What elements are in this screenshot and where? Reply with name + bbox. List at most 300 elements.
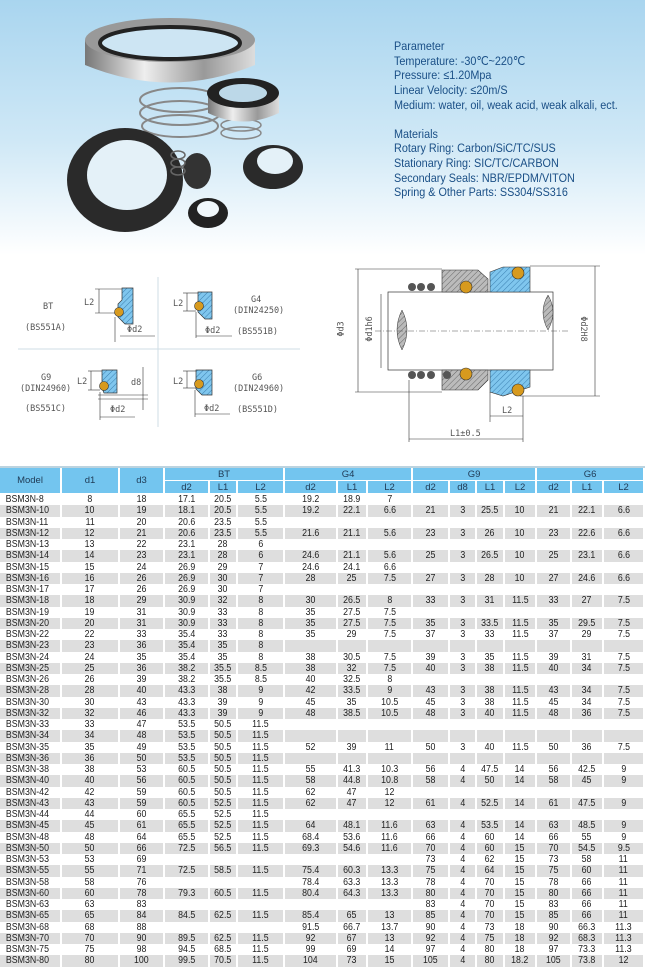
cell-value: 90: [425, 921, 436, 933]
cell-g9-l2: [505, 640, 537, 651]
cell-d1: [62, 753, 120, 764]
cell-value: 43.3: [177, 696, 196, 708]
cell-g4-d2: [285, 562, 338, 573]
cell-g6-l1: [572, 562, 604, 573]
header-d1: d1: [62, 468, 120, 494]
cell-value: 64.3: [343, 887, 361, 899]
cell-value: 84.5: [177, 910, 196, 922]
cell-value: 70: [485, 887, 495, 899]
cell-g6-l1: [572, 955, 604, 966]
cell-bt-d2: [165, 550, 210, 561]
cell-value: 7: [258, 584, 263, 596]
cell-g4-d2: [285, 697, 338, 708]
cell-value: 33: [218, 629, 228, 641]
cell-g9-d8: [450, 910, 477, 921]
cell-bt-d2: [165, 832, 210, 843]
header-g4-l2: L2: [368, 481, 413, 494]
cell-d3: [120, 787, 165, 798]
cell-value: 56: [425, 764, 436, 776]
cell-g4-d2: [285, 584, 338, 595]
cell-value: 12: [384, 786, 395, 798]
cell-model: [0, 640, 62, 651]
secondary-seals-spec: Secondary Seals: NBR/EPDM/VITON: [394, 170, 575, 185]
cell-g4-d2: [285, 944, 338, 955]
cell-value: 33: [548, 595, 559, 607]
cell-g4-l2: [368, 550, 413, 561]
cell-value: 11.5: [511, 662, 529, 674]
cell-value: 75.4: [301, 865, 320, 877]
cell-value: 28: [85, 685, 95, 697]
cell-value: BSM3N-35: [5, 741, 49, 753]
cell-value: BSM3N-50: [5, 842, 49, 854]
cell-value: 47.5: [578, 797, 596, 809]
cell-g6-d2: [537, 494, 572, 505]
cell-d3: [120, 652, 165, 663]
cell-bt-d2: [165, 854, 210, 865]
cell-g4-l1: [338, 618, 368, 629]
cell-value: 78: [548, 876, 559, 888]
cell-bt-l1: [210, 562, 238, 573]
cell-g4-l2: [368, 787, 413, 798]
cell-g9-d2: [413, 663, 450, 674]
cell-value: BSM3N-36: [5, 752, 49, 764]
cell-value: 45: [425, 696, 436, 708]
cell-value: 4: [460, 831, 465, 843]
cell-g6-l1: [572, 809, 604, 820]
cell-value: 55: [305, 764, 316, 776]
cell-value: 11.5: [511, 707, 529, 719]
cell-g6-d2: [537, 652, 572, 663]
cell-value: 92: [305, 932, 316, 944]
cell-bt-l1: [210, 775, 238, 786]
materials-heading: Materials: [394, 126, 438, 141]
cell-g9-d8: [450, 573, 477, 584]
cell-g6-d2: [537, 877, 572, 888]
cell-value: BSM3N-10: [5, 505, 49, 517]
hero-banner: [0, 0, 645, 255]
cell-value: 43.3: [177, 685, 196, 697]
cell-g6-d2: [537, 663, 572, 674]
cell-g6-d2: [537, 888, 572, 899]
cell-g4-l1: [338, 607, 368, 618]
cell-value: 15: [515, 887, 525, 899]
cell-value: 50: [136, 752, 147, 764]
cell-value: 10.3: [380, 764, 399, 776]
cell-value: 50: [85, 842, 95, 854]
cell-g4-l1: [338, 832, 368, 843]
cell-g6-d2: [537, 899, 572, 910]
cell-model: [0, 494, 62, 505]
cell-g4-d2: [285, 730, 338, 741]
cell-g4-l2: [368, 809, 413, 820]
table-row: [0, 742, 645, 753]
cell-value: 66: [548, 831, 559, 843]
cell-value: 47: [347, 786, 357, 798]
cell-value: 15: [384, 955, 395, 967]
cell-g9-l2: [505, 674, 537, 685]
cell-g9-l1: [477, 955, 505, 966]
cell-bt-l1: [210, 753, 238, 764]
cell-g4-l1: [338, 629, 368, 640]
cell-value: 26: [485, 527, 495, 539]
cell-bt-l1: [210, 528, 238, 539]
table-row: [0, 764, 645, 775]
cell-value: BSM3N-63: [5, 899, 49, 911]
cell-value: 75: [548, 865, 559, 877]
cell-g4-l2: [368, 843, 413, 854]
cell-model: [0, 787, 62, 798]
table-row: [0, 618, 645, 629]
cell-bt-l2: [238, 730, 285, 741]
cell-value: 65: [85, 910, 95, 922]
cell-value: 11.5: [252, 932, 269, 944]
cell-value: 39: [347, 741, 357, 753]
cell-value: 10: [515, 550, 525, 562]
cell-bt-l2: [238, 809, 285, 820]
cell-g9-d2: [413, 573, 450, 584]
cell-g4-l1: [338, 899, 368, 910]
cell-g6-d2: [537, 922, 572, 933]
header-g9-l2: L2: [505, 481, 537, 494]
cell-g9-l1: [477, 922, 505, 933]
cell-value: 35: [85, 741, 95, 753]
cell-g9-d8: [450, 742, 477, 753]
cell-model: [0, 764, 62, 775]
table-row: [0, 944, 645, 955]
cell-value: 11.5: [511, 696, 529, 708]
cell-model: [0, 663, 62, 674]
table-row: [0, 832, 645, 843]
cell-g9-d8: [450, 640, 477, 651]
cell-g6-d2: [537, 809, 572, 820]
cell-g9-l1: [477, 550, 505, 561]
cell-g9-l1: [477, 674, 505, 685]
cell-bt-d2: [165, 730, 210, 741]
cell-g6-d2: [537, 865, 572, 876]
cell-bt-d2: [165, 798, 210, 809]
cell-d1: [62, 584, 120, 595]
cell-bt-l1: [210, 539, 238, 550]
cell-d1: [62, 573, 120, 584]
cell-g9-l2: [505, 775, 537, 786]
cell-g9-d8: [450, 618, 477, 629]
cell-d3: [120, 584, 165, 595]
cell-g9-d2: [413, 798, 450, 809]
cell-g4-l2: [368, 753, 413, 764]
cell-bt-l1: [210, 809, 238, 820]
cell-g4-l2: [368, 854, 413, 865]
cell-bt-d2: [165, 933, 210, 944]
cell-value: 24.6: [301, 550, 320, 562]
cell-d1: [62, 629, 120, 640]
cell-g6-l2: [604, 910, 645, 921]
cell-value: 38: [305, 662, 316, 674]
cell-model: [0, 517, 62, 528]
cell-g6-d2: [537, 944, 572, 955]
cell-value: 36: [85, 752, 95, 764]
cell-g6-l1: [572, 517, 604, 528]
cell-value: BSM3N-28: [5, 685, 49, 697]
cell-value: 50.5: [214, 764, 232, 776]
cell-g4-l2: [368, 719, 413, 730]
cell-value: 63: [548, 820, 559, 832]
cell-value: 11.5: [511, 685, 529, 697]
cell-bt-d2: [165, 809, 210, 820]
cell-g4-d2: [285, 629, 338, 640]
bt-label: BT: [43, 302, 54, 312]
cell-g9-l1: [477, 618, 505, 629]
cell-value: 11.5: [511, 595, 529, 607]
cell-value: BSM3N-68: [5, 921, 49, 933]
cell-value: 6.6: [617, 550, 630, 562]
cell-g6-d2: [537, 505, 572, 516]
cell-d1: [62, 775, 120, 786]
cell-value: 13: [384, 932, 395, 944]
cell-g4-d2: [285, 955, 338, 966]
cell-g6-l2: [604, 618, 645, 629]
cell-value: 53.5: [177, 730, 196, 742]
cell-value: 8: [387, 674, 392, 686]
table-row: [0, 517, 645, 528]
cell-value: 7.5: [383, 572, 396, 584]
cell-g6-d2: [537, 730, 572, 741]
cell-value: 6.6: [617, 527, 630, 539]
cell-g9-d2: [413, 505, 450, 516]
cell-value: 11.5: [252, 752, 269, 764]
cell-g9-d8: [450, 820, 477, 831]
table-row: [0, 550, 645, 561]
cell-d1: [62, 528, 120, 539]
cell-g6-l2: [604, 719, 645, 730]
cell-model: [0, 910, 62, 921]
cell-g6-l2: [604, 933, 645, 944]
cell-g4-l1: [338, 573, 368, 584]
cell-value: 38: [305, 651, 316, 663]
cell-value: 24.6: [301, 561, 320, 573]
cell-value: 27: [548, 572, 559, 584]
cell-value: 53.5: [481, 820, 499, 832]
cell-value: 43.3: [177, 707, 196, 719]
cell-value: 20: [85, 617, 95, 629]
cell-value: 13.7: [380, 921, 399, 933]
cell-g9-d2: [413, 607, 450, 618]
cell-value: 64: [136, 831, 147, 843]
cell-value: 7.5: [617, 707, 630, 719]
cell-value: 55: [582, 831, 592, 843]
cell-g6-l1: [572, 685, 604, 696]
cell-g9-d8: [450, 528, 477, 539]
cell-g6-d2: [537, 764, 572, 775]
cell-value: 90: [136, 932, 147, 944]
cell-value: 7: [258, 572, 263, 584]
cell-g6-l2: [604, 764, 645, 775]
cell-value: 23: [548, 527, 559, 539]
cell-value: 11.5: [511, 741, 529, 753]
cell-d3: [120, 595, 165, 606]
cell-value: 11.5: [511, 651, 529, 663]
cell-g4-l1: [338, 685, 368, 696]
cell-g4-l2: [368, 708, 413, 719]
cell-value: 37: [425, 629, 436, 641]
cell-value: 23.5: [214, 516, 232, 528]
cell-value: 29.5: [578, 617, 596, 629]
parameter-heading: Parameter: [394, 39, 445, 53]
cell-g9-l2: [505, 517, 537, 528]
cell-bt-l1: [210, 854, 238, 865]
cell-bt-d2: [165, 820, 210, 831]
cell-g6-l2: [604, 505, 645, 516]
cell-g6-l2: [604, 573, 645, 584]
cell-model: [0, 888, 62, 899]
cell-value: 20.6: [177, 516, 196, 528]
cell-d3: [120, 573, 165, 584]
cell-value: 30.9: [177, 606, 196, 618]
cell-g4-l1: [338, 539, 368, 550]
cell-value: 88: [136, 921, 147, 933]
cell-g4-d2: [285, 550, 338, 561]
cell-bt-l1: [210, 910, 238, 921]
cell-g9-l2: [505, 764, 537, 775]
cell-g4-d2: [285, 764, 338, 775]
cell-g9-l1: [477, 719, 505, 730]
cell-value: 10.5: [380, 707, 399, 719]
cell-g9-d2: [413, 584, 450, 595]
cell-d3: [120, 517, 165, 528]
cell-d3: [120, 820, 165, 831]
cell-value: 63.3: [343, 876, 361, 888]
cell-value: 20.6: [177, 527, 196, 539]
cell-value: 11.5: [252, 741, 269, 753]
cell-g6-l2: [604, 922, 645, 933]
cell-value: 24: [136, 561, 147, 573]
cell-g6-d2: [537, 753, 572, 764]
cell-value: 52.5: [481, 797, 499, 809]
table-row: [0, 607, 645, 618]
cell-bt-l1: [210, 629, 238, 640]
cell-g9-l2: [505, 798, 537, 809]
cell-value: 73.8: [578, 955, 596, 967]
cell-g6-l1: [572, 933, 604, 944]
cell-value: 58: [582, 854, 592, 866]
cell-value: BSM3N-32: [5, 707, 49, 719]
cell-value: 50: [548, 741, 559, 753]
cell-g9-d2: [413, 550, 450, 561]
cell-g9-l1: [477, 899, 505, 910]
cell-g9-l2: [505, 685, 537, 696]
cell-bt-d2: [165, 494, 210, 505]
cell-bt-l1: [210, 899, 238, 910]
assembly-d2-label: Φd2H8: [577, 316, 588, 342]
cell-value: 70: [485, 899, 495, 911]
cell-value: 100: [134, 955, 149, 967]
cell-value: 35: [485, 651, 495, 663]
cell-g9-l2: [505, 854, 537, 865]
header-g9-d2: d2: [413, 481, 450, 494]
cell-g6-l2: [604, 820, 645, 831]
cell-g6-l1: [572, 843, 604, 854]
g9-din: (DIN24960): [20, 384, 72, 394]
cell-d3: [120, 955, 165, 966]
table-row: [0, 820, 645, 831]
cell-value: 23: [85, 640, 95, 652]
cell-g6-l1: [572, 708, 604, 719]
header-g6: G6: [537, 468, 645, 481]
cell-bt-l2: [238, 528, 285, 539]
cell-d3: [120, 663, 165, 674]
cell-value: 40: [305, 674, 316, 686]
cell-bt-l2: [238, 899, 285, 910]
cell-g9-l2: [505, 910, 537, 921]
cell-value: 34: [582, 696, 592, 708]
cell-g4-d2: [285, 505, 338, 516]
cell-value: 53: [136, 764, 147, 776]
cell-model: [0, 877, 62, 888]
cell-value: 62: [305, 786, 316, 798]
cell-g6-d2: [537, 550, 572, 561]
cell-value: 7.5: [383, 662, 396, 674]
cell-value: 78: [136, 887, 147, 899]
cell-value: 6.6: [617, 505, 630, 517]
cell-bt-l2: [238, 888, 285, 899]
cell-g9-l2: [505, 528, 537, 539]
g6-din: (DIN24960): [233, 384, 285, 394]
cell-g9-l1: [477, 753, 505, 764]
cell-g9-l1: [477, 584, 505, 595]
cell-bt-l2: [238, 595, 285, 606]
cell-model: [0, 573, 62, 584]
cell-value: 11.5: [252, 831, 269, 843]
cell-value: 21: [425, 505, 436, 517]
cell-value: 41.3: [343, 764, 361, 776]
cell-bt-l1: [210, 517, 238, 528]
cell-g4-l1: [338, 854, 368, 865]
table-row: [0, 888, 645, 899]
cell-value: 62.5: [214, 932, 232, 944]
cell-value: 78: [425, 876, 436, 888]
cell-value: BSM3N-33: [5, 719, 49, 731]
cell-value: 47: [136, 719, 147, 731]
cell-value: 7.5: [383, 617, 396, 629]
cell-g9-l2: [505, 730, 537, 741]
cell-g4-l2: [368, 865, 413, 876]
cell-d3: [120, 832, 165, 843]
cell-d3: [120, 697, 165, 708]
cell-value: 4: [460, 887, 465, 899]
cell-value: 15: [515, 865, 525, 877]
cell-g9-d2: [413, 832, 450, 843]
cell-g6-d2: [537, 640, 572, 651]
cell-bt-l1: [210, 933, 238, 944]
cell-g6-l1: [572, 730, 604, 741]
cell-g4-l2: [368, 798, 413, 809]
cell-value: 38: [85, 764, 95, 776]
cell-g4-l1: [338, 584, 368, 595]
cell-value: 23.1: [177, 539, 196, 551]
cell-model: [0, 865, 62, 876]
cell-value: 39: [218, 696, 228, 708]
cell-g4-l1: [338, 708, 368, 719]
table-row: [0, 629, 645, 640]
cell-value: 4: [460, 764, 465, 776]
cell-d3: [120, 753, 165, 764]
cell-value: 3: [460, 741, 465, 753]
table-row: [0, 573, 645, 584]
cell-bt-l2: [238, 922, 285, 933]
cell-value: 11.5: [252, 955, 269, 967]
assembly-drawing: [355, 266, 600, 442]
g4-d2-label: Φd2: [205, 326, 221, 336]
cell-value: 92: [548, 932, 559, 944]
